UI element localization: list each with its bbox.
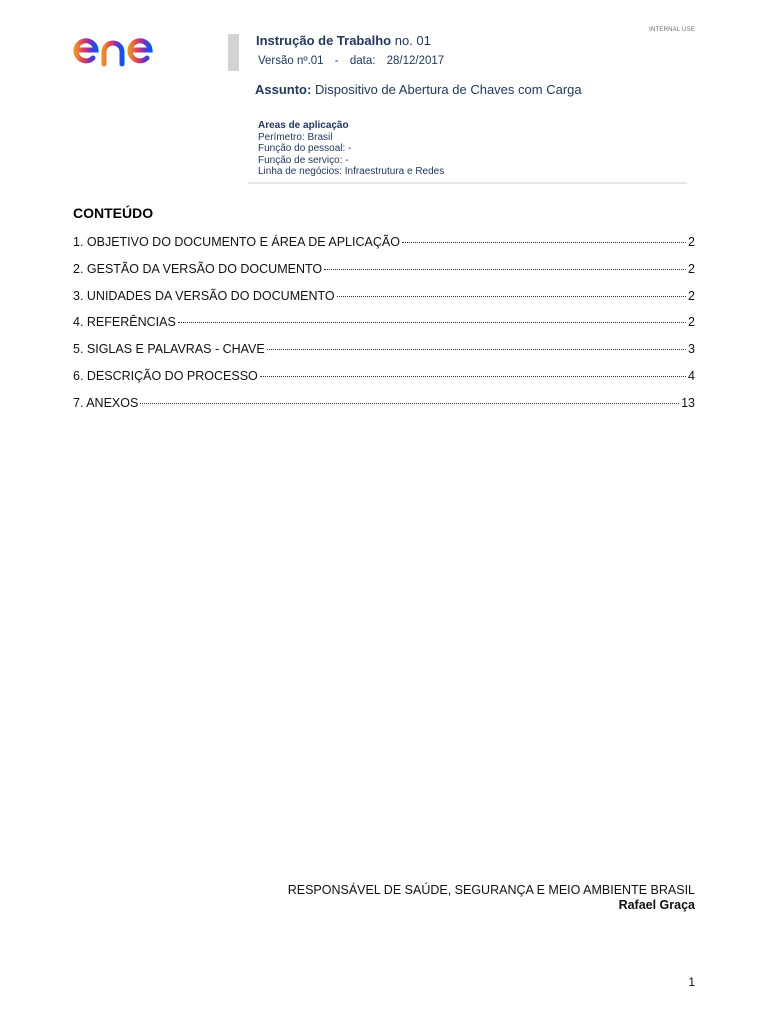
classification-label: INTERNAL USE	[649, 27, 695, 33]
toc-entry[interactable]	[73, 315, 695, 342]
toc-entry[interactable]	[73, 342, 695, 369]
areas-line: Perímetro: Brasil	[258, 131, 333, 143]
toc-entry-label: 7. ANEXOS	[73, 395, 139, 410]
areas-line: Função do pessoal: -	[258, 143, 352, 154]
document-title-bold: Instrução de Trabalho	[256, 33, 392, 48]
enel-logo	[72, 28, 182, 72]
toc-entry-page: 2	[688, 288, 695, 303]
table-of-contents	[73, 235, 695, 423]
toc-entry[interactable]	[73, 369, 695, 396]
subject-line	[255, 82, 582, 97]
toc-entry[interactable]	[73, 262, 695, 289]
toc-leader	[260, 376, 686, 377]
signature-block	[288, 883, 695, 912]
toc-entry[interactable]	[73, 235, 695, 262]
header-accent-bar	[228, 34, 239, 71]
areas-line: Função de serviço: -	[258, 154, 349, 166]
version-separator: -	[334, 55, 339, 67]
areas-block	[258, 120, 444, 178]
document-title-number: no. 01	[394, 33, 431, 48]
toc-leader	[178, 322, 686, 323]
toc-entry-page: 2	[688, 261, 695, 276]
signature-name: Rafael Graça	[618, 898, 695, 912]
toc-entry[interactable]	[73, 289, 695, 316]
toc-entry-label: 5. SIGLAS E PALAVRAS - CHAVE	[73, 342, 265, 357]
toc-entry-page: 4	[688, 368, 695, 383]
areas-line: Linha de negócios: Infraestrutura e Redes	[258, 166, 445, 177]
areas-title: Areas de aplicação	[258, 120, 349, 131]
date-label: data:	[349, 55, 376, 67]
toc-entry-label: 4. REFERÊNCIAS	[73, 315, 176, 330]
page-number: 1	[688, 975, 695, 989]
version-line	[258, 55, 452, 67]
toc-entry-page: 2	[688, 315, 695, 330]
subject-value: Dispositivo de Abertura de Chaves com Carga	[314, 82, 582, 97]
toc-entry-label: 6. DESCRIÇÃO DO PROCESSO	[73, 368, 258, 383]
toc-leader	[140, 403, 679, 404]
signature-role: RESPONSÁVEL DE SAÚDE, SEGURANÇA E MEIO AMBIENTE BRASIL	[287, 883, 695, 897]
toc-leader	[267, 349, 686, 350]
toc-entry[interactable]	[73, 396, 695, 423]
toc-leader	[402, 242, 686, 243]
version-label: Versão nº.01	[258, 55, 324, 67]
date-value: 28/12/2017	[386, 55, 445, 67]
toc-leader	[337, 296, 686, 297]
toc-entry-label: 1. OBJETIVO DO DOCUMENTO E ÁREA DE APLICAÇÃO	[73, 235, 400, 249]
areas-divider	[248, 182, 687, 184]
toc-heading: CONTEÚDO	[73, 205, 154, 221]
toc-entry-label: 3. UNIDADES DA VERSÃO DO DOCUMENTO	[73, 288, 335, 303]
document-title	[256, 33, 431, 48]
toc-entry-page: 13	[681, 395, 695, 410]
subject-label: Assunto:	[255, 82, 312, 97]
toc-leader	[324, 269, 686, 270]
toc-entry-page: 3	[688, 342, 695, 357]
toc-entry-page: 2	[688, 235, 695, 249]
toc-entry-label: 2. GESTÃO DA VERSÃO DO DOCUMENTO	[73, 261, 323, 276]
